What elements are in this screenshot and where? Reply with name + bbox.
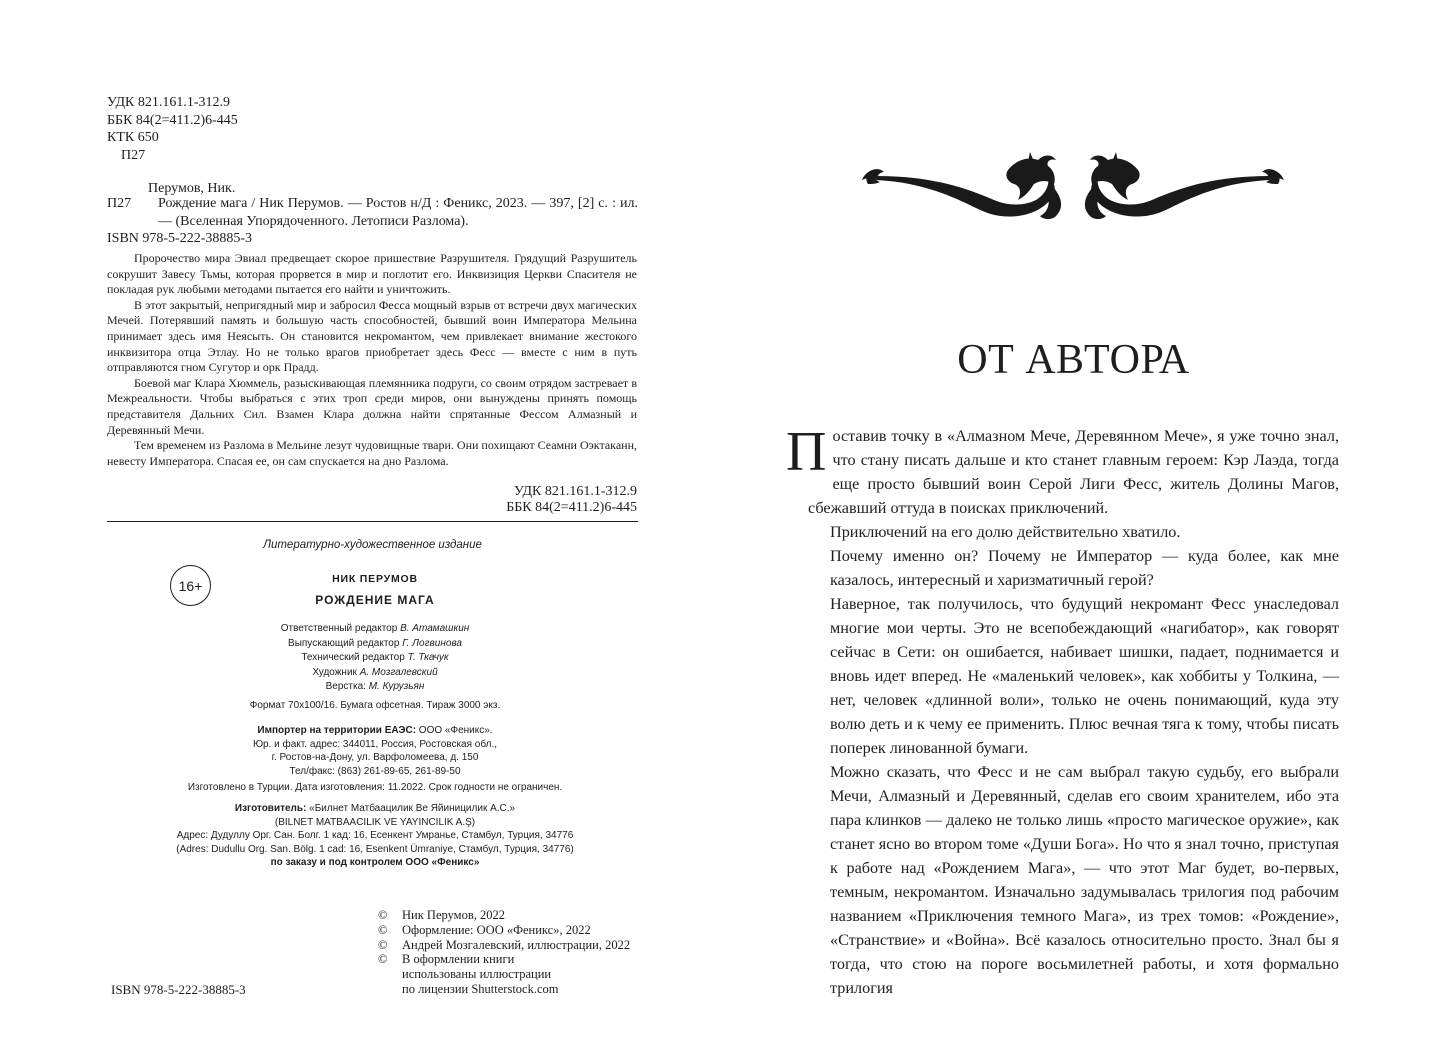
abstract-paragraph: Пророчество мира Эвиал предвещает скорое пришествие Разрушителя. Грядущий Разрушитель сокрушит Завесу Тьмы, которая прорвется в мир и поглотит его. Инквизиция Церкви Спасителя не покладая рук любыми методами пытается его найти и уничтожить. [107,251,637,297]
staff-name: В. Атамашкин [400,623,470,634]
manufacturer-footer [150,856,600,870]
abstract-paragraph: В этот закрытый, непригядный мир и забросил Фесса мощный взрыв от встречи двух магических Мечей. Потерявший память и большую часть способностей, бывший воин Императора Мельина принимает здесь имя Неясыть. Он становится некромантом, чем привлекает внимание жестокого инквизитора отца Этлау. Но не только врагов приобретает здесь Фесс — вместе с ним в путь отправляются гном Сугутор и орк Прадд. [107,297,637,375]
chapter-title: ОТ АВТОРА [957,337,1190,383]
importer-line: Юр. и факт. адрес: 344011, Россия, Ростовская обл., [252,738,498,750]
body-paragraph: Почему именно он? Почему не Император — куда более, как мне казалось, интересный и харизматичный герой? [830,547,1339,589]
importer-name: ООО «Феникс». [416,725,493,736]
udk-right-block [400,484,637,516]
body-paragraph [786,421,1339,520]
imprint-title: РОЖДЕНИЕ МАГА [315,593,435,607]
staff-row [200,622,550,637]
staff-role: Технический редактор [301,652,405,664]
age-rating-badge: 16+ [170,565,211,606]
staff-role: Верстка: [325,681,366,693]
importer-line: Тел/факс: (863) 261-89-65, 261-89-50 [289,765,461,777]
copyright-row [378,982,630,997]
importer-label: Импортер на территории ЕАЭС: [257,725,417,736]
staff-name: Г. Логвинова [402,637,462,649]
copyright-icon: © [378,922,388,937]
divider [107,521,638,522]
udk-right-line: УДК 821.161.1-312.9 [513,484,637,499]
manufacturer-row [150,802,600,816]
manufacturer-line: (BILNET MATBAACILIK VE YAYINCILIK A.Ş) [274,816,476,828]
body-paragraph-text: оставив точку в «Алмазном Мече, Деревянном Мече», я уже точно знал, что стану писать дальше и кто станет главным героем: Кэр Лаэда, тогда еще просто бывший воин Серой Лиги Фесс, житель Долины Магов, сбежавший оттуда в поисках приключений. [808,427,1339,517]
importer-line: г. Ростов-на-Дону, ул. Варфоломеева, д. 150 [271,752,479,763]
staff-row [200,637,550,652]
ktk-line: КТК 650 [107,130,159,145]
staff-list [200,622,550,695]
copyright-row [378,923,630,938]
bibliographic-description: Рождение мага / Ник Перумов. — Ростов н/Д : Феникс, 2023. — 397, [2] с. : ил. — (Вселенная Упорядоченного. Летописи Разлома). [158,196,638,229]
copyright-block [378,908,630,997]
manufacturer-block [150,802,600,870]
author-name: Перумов, Ник. [148,181,236,196]
isbn-bottom: ISBN 978-5-222-38885-3 [111,982,246,997]
print-format: Формат 70x100/16. Бумага офсетная. Тираж 3000 экз. [249,700,501,711]
imprint-author: НИК ПЕРУМОВ [332,573,418,585]
manufacturer-line: (Adres: Dudullu Org. San. Bölg. 1 cad: 16, Esenkent Ümraniye, Стамбул, Турция, 34776) [176,843,574,855]
copyright-text: Оформление: ООО «Феникс», 2022 [402,922,591,937]
staff-role: Художник [312,666,357,678]
copyright-icon: © [378,937,388,952]
abstract-paragraph: Тем временем из Разлома в Мельине лезут чудовищные твари. Они похищают Сеамни Оэктаканн, невесту Императора. Спасая ее, он сам спускается на дно Разлома. [107,438,637,468]
body-paragraph: Можно сказать, что Фесс и не сам выбрал такую судьбу, его выбрали Мечи, Алмазный и Деревянный, сделав его своим хранителем, ибо эта пара клинков — далеко не только лишь «просто магическое оружие», как станет ясно во втором томе «Души Бога». Но что я знал точно, приступая к работе над «Рождением Мага», — что этот Маг будет, во-первых, темным, некромантом. Изначально задумывалась трилогия под рабочим названием «Приключения темного Мага», из трех томов: «Рождение», «Странствие» и «Война». Всё казалось относительно просто. Знал бы я тогда, что стою на пороге восьмилетней работы, и хотя формально трилогия [830,763,1339,997]
udk-block [107,94,238,164]
copyright-row [378,967,630,982]
udk-line: УДК 821.161.1-312.9 [107,95,231,110]
body-paragraph: Наверное, так получилось, что будущий некромант Фесс унаследовал многие мои черты. Это не всепобеждающий «нагибатор», как говорят сейчас в Сети: он ошибается, набивает шишки, падает, поднимается и вновь идет вперед. Не «маленький человек», как хоббиты у Толкина, — нет, человек «длинной воли», только не очень понимающий, куда эту волю деть и к чему ее применить. Плюс вечная тяга к тому, чтобы писать поперек линованной бумаги. [830,595,1339,757]
copyright-text: Андрей Мозгалевский, иллюстрации, 2022 [402,937,631,952]
edition-type: Литературно-художественное издание [263,539,482,551]
manufacturer-footer-text: по заказу и под контролем ООО «Феникс» [270,857,480,868]
copyright-row [378,952,630,967]
chapter-body [786,421,1339,1000]
staff-row [200,651,550,666]
staff-role: Ответственный редактор [280,623,398,634]
copyright-icon: © [378,952,388,967]
drop-cap: П [786,421,827,483]
bbk-right-line: ББК 84(2=411.2)6-445 [506,500,637,515]
staff-name: М. Курузьян [368,681,425,693]
author-code: П27 [107,196,132,211]
copyright-row [378,938,630,953]
bbk-line: ББК 84(2=411.2)6-445 [107,112,238,128]
made-in: Изготовлено в Турции. Дата изготовления: 11.2022. Срок годности не ограничен. [187,782,563,793]
staff-row [200,666,550,681]
copyright-text: использованы иллюстрации [402,967,552,982]
manufacturer-label: Изготовитель: [234,803,307,814]
manufacturer-line: Адрес: Дудуллу Орг. Сан. Болг. 1 кад: 16, Есенкент Умранье, Стамбул, Турция, 34776 [176,830,574,841]
copyright-text: Ник Перумов, 2022 [402,908,505,922]
staff-name: А. Мозгалевский [359,666,438,678]
copyright-text: по лицензии Shutterstock.com [402,981,559,996]
isbn-top: ISBN 978-5-222-38885-3 [107,231,253,246]
importer-block [190,724,560,778]
abstract-paragraph: Боевой маг Клара Хюммель, разыскивающая племянника подруги, со своим отрядом застревает в Межреальности. Чтобы выбраться с этих троп среди миров, они вынуждены принять помощь представителя Дальних Сил. Взамен Клара должна найти спрятанные Фессом Алмазный и Деревянный Мечи. [107,375,637,437]
manufacturer-name: «Билнет Матбаацилик Ве Яйиницилик А.С.» [306,803,516,814]
staff-row [200,680,550,695]
copyright-text: В оформлении книги [402,952,515,967]
dragons-ornament-icon [858,150,1288,222]
importer-row [190,724,560,738]
staff-name: Т. Ткачук [407,652,449,664]
body-paragraph: Приключений на его долю действительно хватило. [830,523,1181,541]
abstract [107,251,637,469]
copyright-row [378,908,630,923]
copyright-icon: © [378,908,388,922]
author-code-line: П27 [121,147,146,163]
staff-role: Выпускающий редактор [288,637,400,649]
